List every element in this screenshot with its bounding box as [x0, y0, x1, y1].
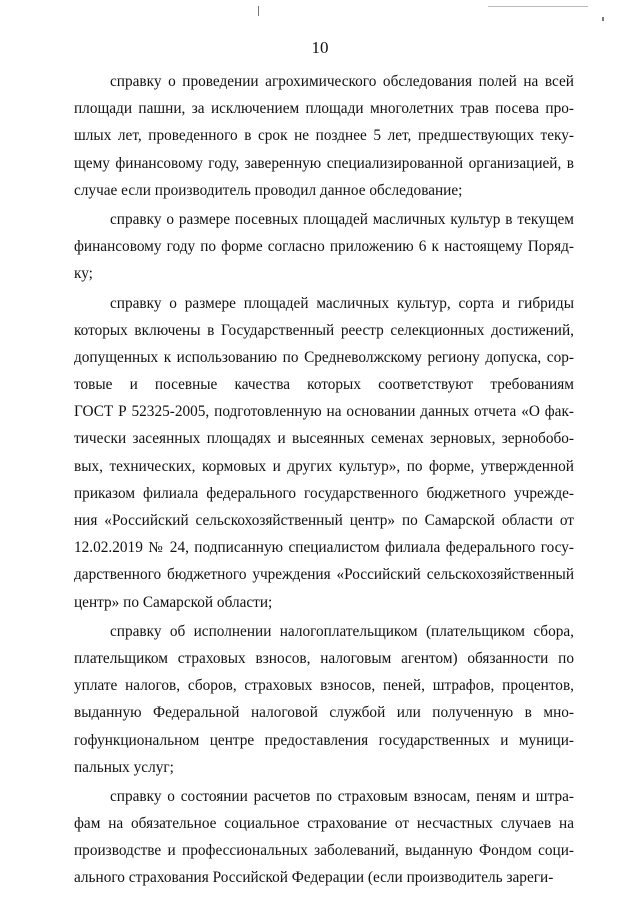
text-line: гофункциональном центре предоставления государственных и муници-: [74, 731, 574, 749]
text-line: уплате налогов, сборов, страховых взносов, пеней, штрафов, процентов,: [74, 677, 574, 695]
text-line: справку о размере площадей масличных культур, сорта и гибриды: [110, 294, 574, 312]
scan-mark-top-left: [258, 6, 259, 16]
text-line: финансовому году по форме согласно приложению 6 к настоящему Поряд-: [74, 238, 574, 256]
text-line: тически засеянных площадях и высеянных семенах зерновых, зернобобо-: [74, 430, 574, 448]
text-line: справку об исполнении налогоплательщиком (плательщиком сбора,: [110, 622, 574, 640]
paragraph: [74, 68, 574, 204]
text-line: дарственного бюджетного учреждения «Российский сельскохозяйственный: [74, 566, 574, 584]
text-line: товые и посевные качества которых соответствуют требованиям: [74, 376, 574, 394]
paragraph: [74, 783, 574, 892]
text-line: пальных услуг;: [74, 758, 174, 776]
scan-mark-top-right: [488, 6, 588, 7]
text-line: ального страхования Российской Федерации (если производитель зареги-: [74, 869, 554, 887]
text-line: справку о размере посевных площадей масличных культур в текущем: [110, 210, 574, 228]
paragraph: [74, 290, 574, 616]
text-line: площади пашни, за исключением площади многолетних трав посева про-: [74, 100, 574, 118]
text-line: случае если производитель проводил данное обследование;: [74, 181, 463, 199]
text-line: ку;: [74, 265, 93, 283]
text-line: выданную Федеральной налоговой службой или полученную в мно-: [74, 704, 574, 722]
text-line: плательщиком страховых взносов, налоговым агентом) обязанности по: [74, 649, 574, 667]
text-line: допущенных к использованию по Средневолжскому региону допуска, сор-: [74, 348, 574, 366]
text-line: щему финансовому году, заверенную специализированной организацией, в: [74, 154, 574, 172]
text-line: центр» по Самарской области;: [74, 593, 273, 611]
text-line: справку о состоянии расчетов по страховым взносам, пеням и штра-: [110, 787, 574, 805]
text-line: которых включены в Государственный реестр селекционных достижений,: [74, 321, 574, 339]
paragraph: [74, 206, 574, 288]
text-line: шлых лет, проведенного в срок не позднее 5 лет, предшествующих теку-: [74, 127, 574, 145]
text-line: приказом филиала федерального государственного бюджетного учрежде-: [74, 484, 574, 502]
paragraph: [74, 618, 574, 781]
text-line: фам на обязательное социальное страхование от несчастных случаев на: [74, 815, 574, 833]
text-line: вых, технических, кормовых и других культур», по форме, утвержденной: [74, 457, 574, 475]
text-line: ГОСТ Р 52325-2005, подготовленную на основании данных отчета «О фак-: [74, 403, 574, 421]
text-line: производстве и профессиональных заболеваний, выданную Фондом соци-: [74, 842, 574, 860]
document-body: [74, 68, 574, 892]
text-line: справку о проведении агрохимического обследования полей на всей: [110, 73, 574, 90]
scan-mark-right: [602, 17, 604, 21]
page-number: 10: [311, 38, 329, 57]
text-line: ния «Российский сельскохозяйственный центр» по Самарской области от: [74, 512, 574, 529]
text-line: 12.02.2019 № 24, подписанную специалистом филиала федерального госу-: [74, 539, 574, 557]
